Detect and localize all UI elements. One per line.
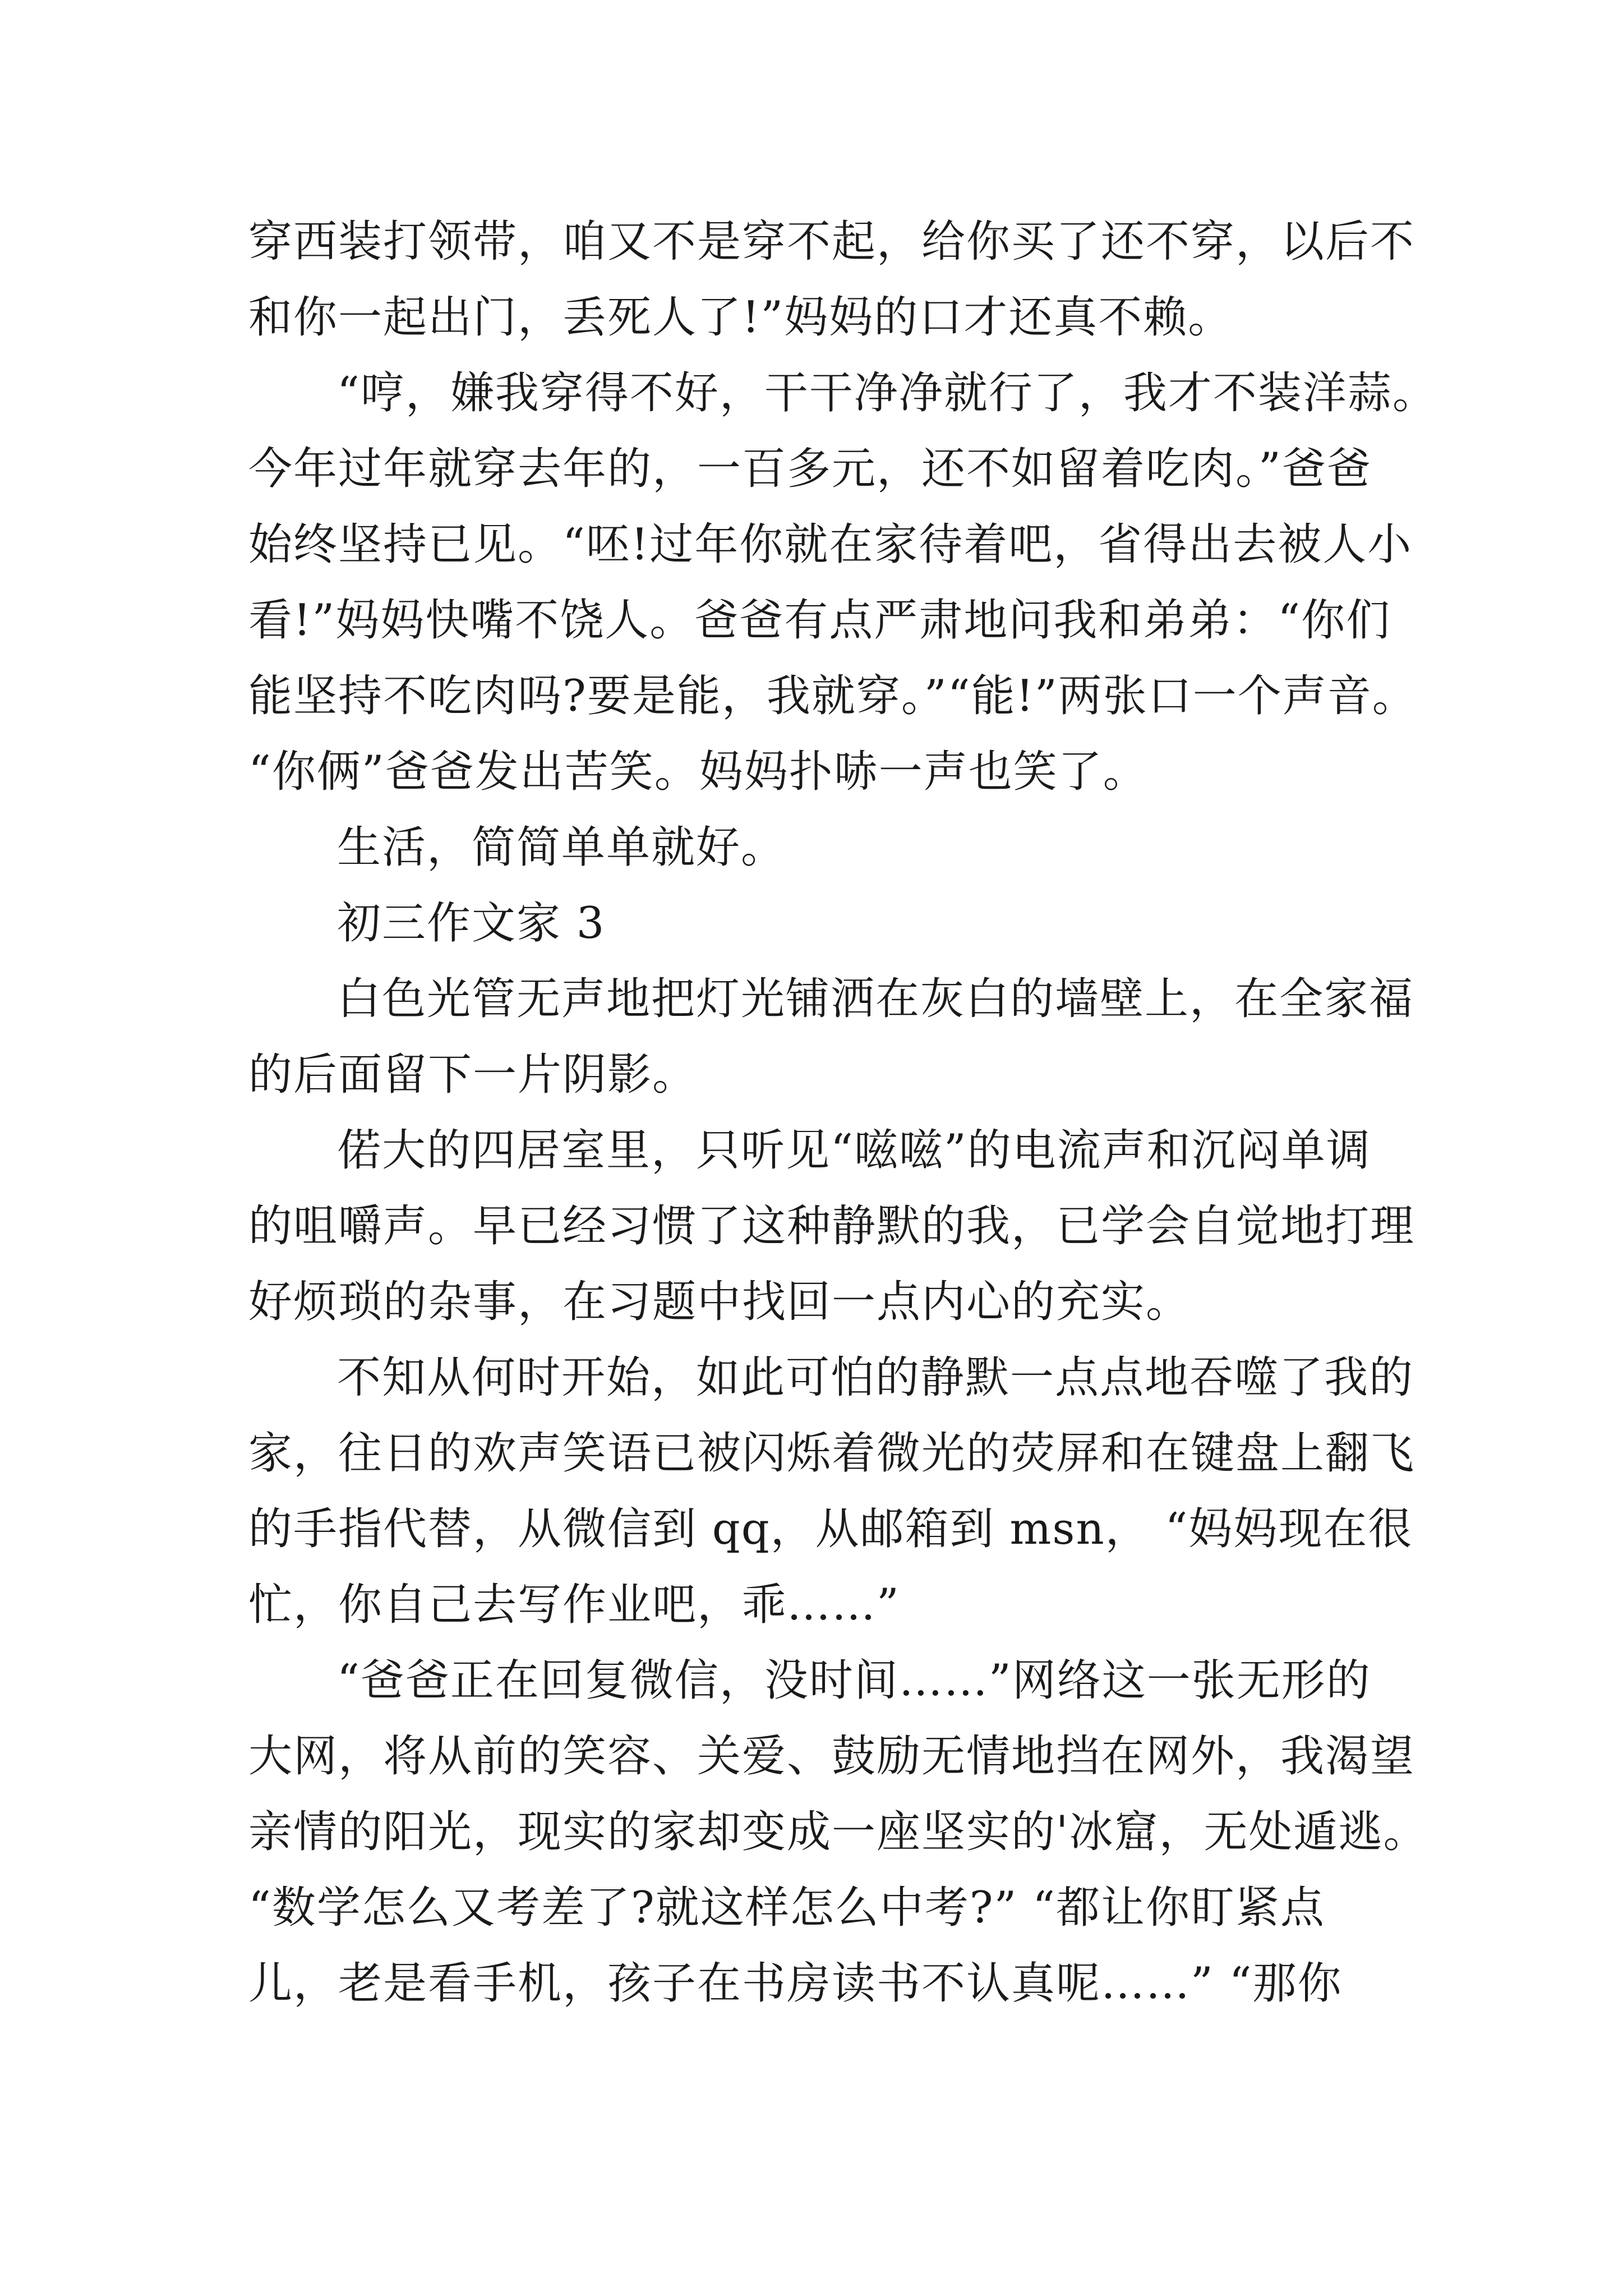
text-line: 白色光管无声地把灯光铺洒在灰白的墙壁上，在全家福 (337, 974, 1414, 1024)
text-line: 生活，简简单单就好。 (337, 822, 786, 873)
section-heading: 初三作文家 3 (337, 898, 606, 949)
text-line: “哼，嫌我穿得不好，干干净净就行了，我才不装洋蒜。 (337, 368, 1437, 418)
text-line: 能坚持不吃肉吗?要是能，我就穿。”“能!”两张口一个声音。 (248, 671, 1417, 721)
text-line: 的后面留下一片阴影。 (248, 1050, 698, 1100)
text-line: 不知从何时开始，如此可怕的静默一点点地吞噬了我的 (337, 1352, 1414, 1403)
text-line: 始终坚持已见。“呸!过年你就在家待着吧，省得出去被人小 (248, 519, 1413, 570)
text-line: 看!”妈妈快嘴不饶人。爸爸有点严肃地问我和弟弟：“你们 (248, 595, 1391, 646)
text-line: 儿，老是看手机，孩子在书房读书不认真呢……” “那你 (248, 1958, 1343, 2009)
text-line: 家，往日的欢声笑语已被闪烁着微光的荧屏和在键盘上翻飞 (248, 1428, 1415, 1479)
text-line: 今年过年就穿去年的，一百多元，还不如留着吃肉。”爸爸 (248, 444, 1372, 494)
text-line: “数学怎么又考差了?就这样怎么中考?” “都让你盯紧点 (248, 1883, 1326, 1933)
text-line: 穿西装打领带，咱又不是穿不起，给你买了还不穿，以后不 (248, 217, 1415, 267)
text-line: “你俩”爸爸发出苦笑。妈妈扑哧一声也笑了。 (248, 747, 1148, 797)
text-line: 和你一起出门，丢死人了!”妈妈的口才还真不赖。 (248, 292, 1233, 343)
text-line: 的咀嚼声。早已经习惯了这种静默的我，已学会自觉地打理 (248, 1201, 1415, 1251)
text-line: 偌大的四居室里，只听见“嗞嗞”的电流声和沉闷单调 (337, 1125, 1371, 1176)
text-line: 忙，你自己去写作业吧，乖……” (248, 1580, 900, 1630)
text-line: “爸爸正在回复微信，没时间……”网络这一张无形的 (337, 1655, 1371, 1706)
text-line: 的手指代替，从微信到 qq，从邮箱到 msn， “妈妈现在很 (248, 1504, 1413, 1554)
text-line: 好烦琐的杂事，在习题中找回一点内心的充实。 (248, 1277, 1191, 1327)
text-line: 亲情的阳光，现实的家却变成一座坚实的'冰窟，无处遁逃。 (248, 1807, 1428, 1857)
text-line: 大网，将从前的笑容、关爱、鼓励无情地挡在网外，我渴望 (248, 1731, 1415, 1782)
